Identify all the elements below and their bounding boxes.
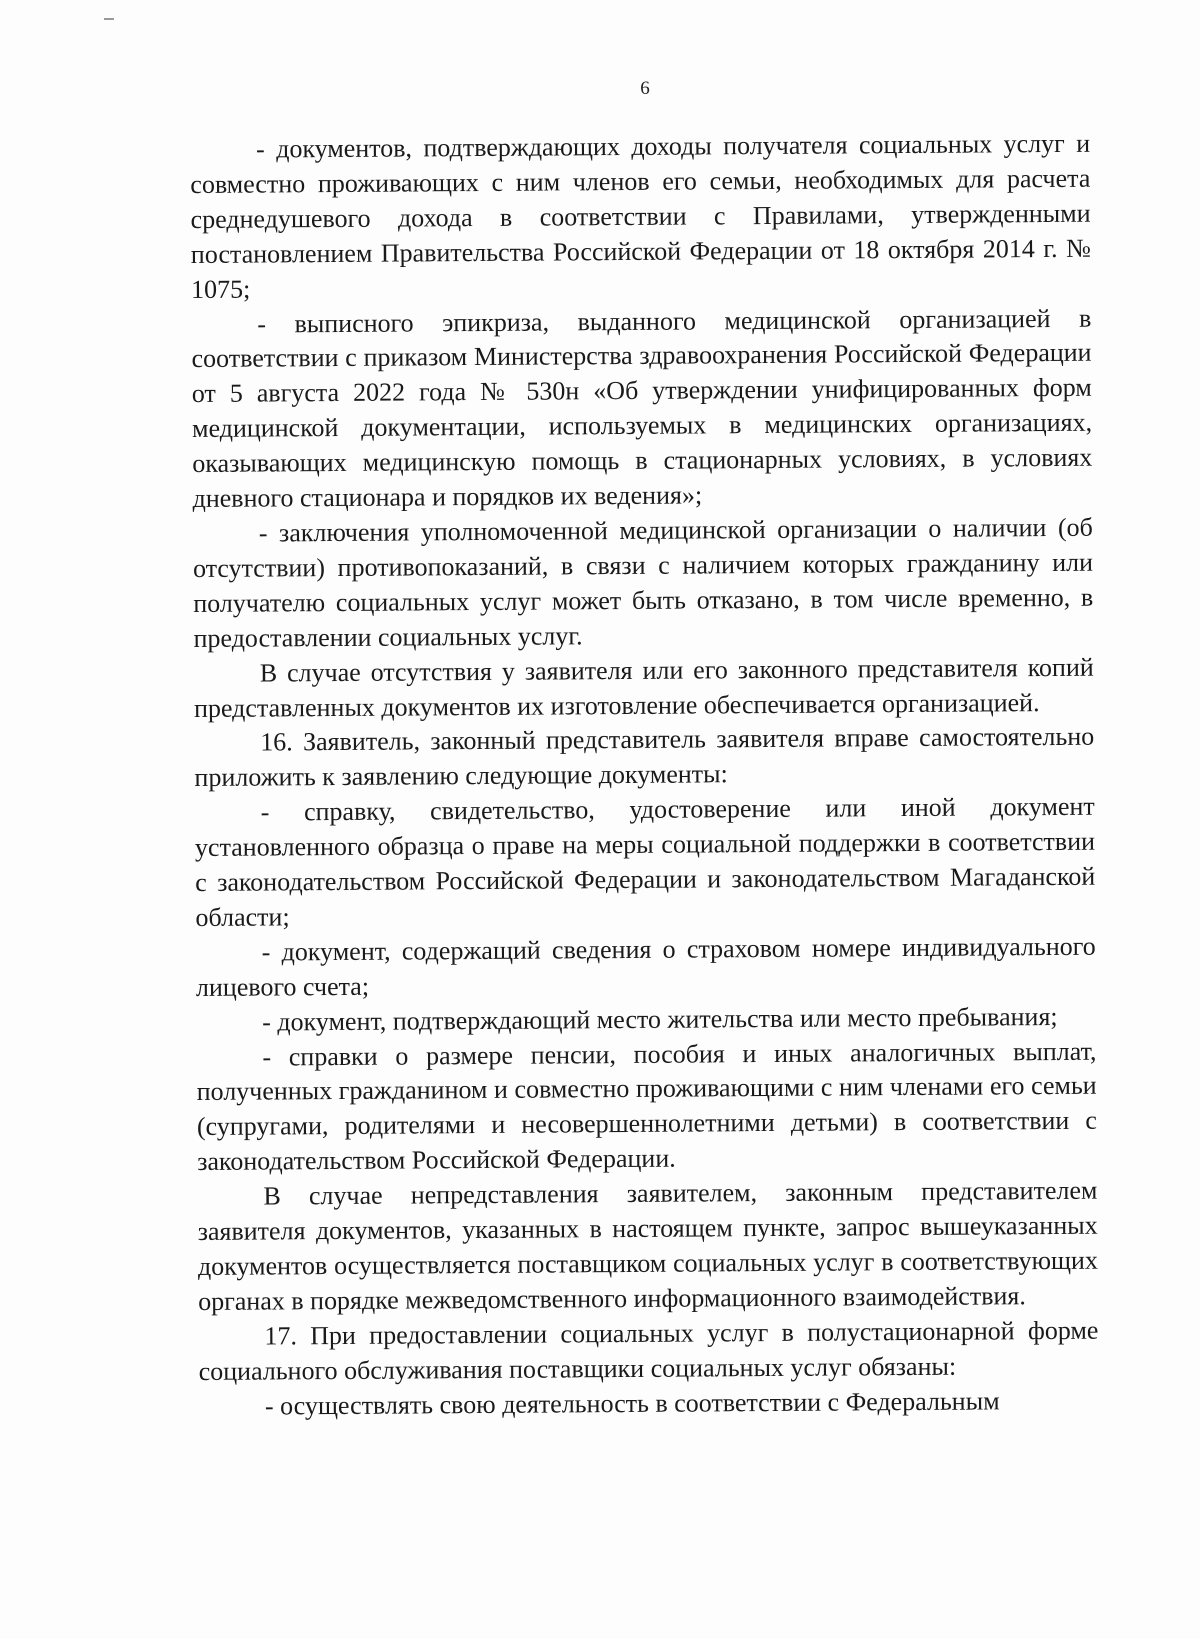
paragraph-pension-certificates: - справки о размере пенсии, пособия и иных аналогичных выплат, полученных гражданином и совместно проживающими с ним членами его семьи (супругами, родителями и несовершеннолетними детьми) в соответствии с законодательством Российской Федерации. [196, 1036, 1098, 1177]
paragraph-income-documents: - документов, подтверждающих доходы получателя социальных услуг и совместно проживающих с ним членов его семьи, необходимых для расчета среднедушевого дохода в соответствии с Правилами, утвержденными постановлением Правительства Российской Федерации от 18 октября 2014 г. № 1075; [190, 128, 1091, 304]
paragraph-medical-conclusion: - заключения уполномоченной медицинской организации о наличии (об отсутствии) противопоказаний, в связи с наличием которых гражданину или получателю социальных услуг может быть отказано, в том числе временно, в предоставлении социальных услуг. [192, 512, 1094, 653]
paragraph-interagency-request: В случае непредставления заявителем, законным представителем заявителя документов, указанных в настоящем пункте, запрос вышеуказанных документов осуществляется поставщиком социальных услуг в соответствующих органах в порядке межведомственного информационного взаимодействия. [197, 1175, 1098, 1316]
paragraph-copies-provision: В случае отсутствия у заявителя или его законного представителя копий представленных документов их изготовление обеспечивается организацией. [193, 652, 1094, 723]
paragraph-section-17: 17. При предоставлении социальных услуг в полустационарной форме социального обслуживания поставщики социальных услуг обязаны: [198, 1315, 1099, 1386]
scan-artifact [104, 18, 114, 20]
document-body [190, 127, 1099, 1425]
paragraph-certificate: - справку, свидетельство, удостоверение или иной документ установленного образца о праве на меры социальной поддержки в соответствии с законодательством Российской Федерации и законодательством Магаданской области; [194, 791, 1096, 932]
paragraph-residence: - документ, подтверждающий место жительства или место пребывания; [262, 1001, 1058, 1037]
page-number: 6 [640, 78, 650, 99]
paragraph-section-16: 16. Заявитель, законный представитель заявителя вправе самостоятельно приложить к заявлению следующие документы: [194, 722, 1095, 793]
paragraph-insurance-number: - документ, содержащий сведения о страховом номере индивидуального лицевого счета; [195, 931, 1096, 1002]
paragraph-discharge-epicrisis: - выписного эпикриза, выданного медицинской организацией в соответствии с приказом Министерства здравоохранения Российской Федерации от 5 августа 2022 года № 530н «Об утверждении унифицированных форм медицинской документации, используемых в медицинских организациях, оказывающих медицинскую помощь в стационарных условиях, в условиях дневного стационара и порядков их ведения»; [191, 303, 1093, 514]
paragraph-federal-law: - осуществлять свою деятельность в соответствии с Федеральным [264, 1386, 1000, 1421]
